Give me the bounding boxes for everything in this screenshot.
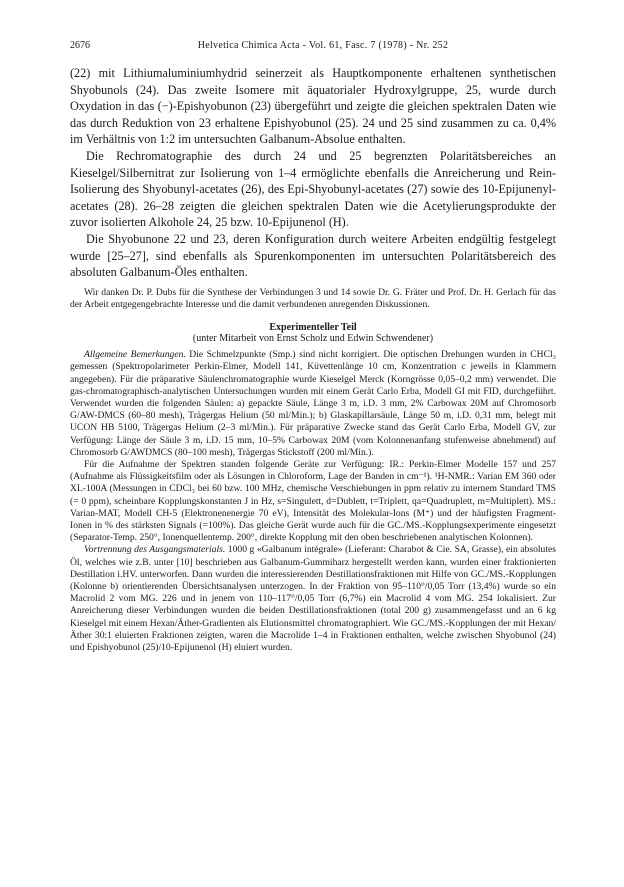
paragraph-text: 1000 g «Galbanum intégrale» (Lieferant: Charabot & Cie. SA, Grasse), ein absolutes Öl, welches wie z.B. unter [10] beschrieben aus Galbanum-Gummiharz hergestellt werden kann, wurden einer fraktionierten Destillation i.HV. unterworfen. Dann wurden die interessierenden Destillationsfraktionen mit Hilfe von GC./MS.-Kopplungen (Kolonne b) orientierenden Übersichtsanalysen unterzogen. In der Fraktion von 95–110°/0,05 Torr (13,4%) wurde so ein Macrolid 2 vom MG. 226 und in jenem von 110–117°/0,05 Torr (6,7%) ein Macrolid 4 vom MG. 254 lokalisiert. Zur Anreicherung dieser Verbindungen wurden die beiden Destillationsfraktionen (total 200 g) zusammengefasst und an 6 kg Kieselgel mit einem Hexan/Äther-Gradienten als Elutionsmittel chromatographiert. Wie GC./MS.-Kopplungen der mit Hexan/Äther 30:1 eluierten Fraktionen zeigten, waren die Macrolide 1–4 in Fraktionen enthalten, welche zwischen Shyobunol (24) und Epishyobunol (25)/10-Epijunenol (H) eluiert wurden. xyxy=(70,544,556,653)
main-text xyxy=(70,65,556,281)
body-paragraph: Die Rechromatographie des durch 24 und 25 begrenzten Polaritätsbereiches an Kieselgel/Silbernitrat zur Isolierung von 1–4 ermöglichte ebenfalls die Anreicherung und Rein-Isolierung des Shyobunyl-acetates (26), des Epi-Shyobunyl-acetates (27) sowie des 10-Epijunenyl-acetates (28). 26–28 zeigten die gleichen spektralen Daten wie die Acetylierungsprodukte der zuvor isolierten Alkohole 24, 25 bzw. 10-Epijunenol (H). xyxy=(70,148,556,230)
journal-page xyxy=(70,40,556,654)
acknowledgement-block xyxy=(70,287,556,311)
page-number: 2676 xyxy=(70,40,90,51)
acknowledgement: Wir danken Dr. P. Dubs für die Synthese der Verbindungen 3 und 14 sowie Dr. G. Fräter und Prof. Dr. H. Gerlach für das der Arbeit entgegengebrachte Interesse und die damit verbundenen anregenden Diskussionen. xyxy=(70,286,556,310)
separation-paragraph xyxy=(70,544,556,654)
experimental-text xyxy=(70,349,556,654)
run-in-heading: Allgemeine Bemerkungen. xyxy=(84,349,186,361)
page-header xyxy=(70,40,556,51)
body-paragraph: (22) mit Lithiumaluminiumhydrid seinerzeit als Hauptkomponente erhaltenen synthetischen Shyobunols (24). Das zweite Isomere mit äquatorialer Hydroxylgruppe, 25, wurde durch Oxydation in das (−)-Epishyobunon (23) übergeführt und zeigte die gleichen spektralen Daten wie das durch Reduktion von 23 erhaltene Epishyobunol (25). 24 und 25 sind zusammen zu ca. 0,4% im Verhältnis von 1:2 im untersuchten Galbanum-Absolue enthalten. xyxy=(70,66,556,147)
general-remarks-paragraph xyxy=(70,349,556,459)
running-title: Helvetica Chimica Acta - Vol. 61, Fasc. 7 (1978) - Nr. 252 xyxy=(197,40,449,51)
section-title: Experimenteller Teil xyxy=(269,322,357,334)
paragraph-text: Die Schmelzpunkte (Smp.) sind nicht korrigiert. Die optischen Drehungen wurden in CHCl₃ gemessen (Spektropolarimeter Perkin-Elmer, Modell 141, Küvettenlänge 10 cm, Konzentration c jeweils in Klammern angegeben). Für die präparative Säulenchromatographie wurde Kieselgel Merck (Korngrösse 0,05–0,2 mm) verwendet. Die gas-chromatographisch-analytischen Untersuchungen wurden mit einem Gerät Carlo Erba, Modell GI mit FID, durchgeführt. Verwendet wurden die folgenden Säulen: a) gepackte Säule, Länge 3 m, i.D. 3 mm, 2% Carbowax 20M auf Chromosorb G/AW-DMCS (60–80 mesh), Trägergas Helium (50 ml/Min.); b) Glaskapillarsäule, Länge 50 m, i.D. 0,31 mm, belegt mit UCON HB 5100, Trägergas Helium (2–3 ml/Min.). Für präparative Zwecke stand das Gerät Carlo Erba, Modell GV, zur Verfügung: Länge der Säule 3 m, i.D. 15 mm, 10–5% Carbowax 20M (vom Kolonnenanfang stufenweise abnehmend) auf Chromosorb G/AWDMCS (80–100 mesh), Trägergas Stickstoff (200 ml/Min.). xyxy=(70,349,556,458)
spectra-paragraph: Für die Aufnahme der Spektren standen folgende Geräte zur Verfügung: IR.: Perkin-Elmer Modelle 157 und 257 (Aufnahme als Flüssigkeitsfilm oder als Lösungen in Chloroform, Lage der Banden in cm⁻¹). ¹H-NMR.: Varian EM 360 oder XL-100A (Messungen in CDCl₃ bei 60 bzw. 100 MHz, chemische Verschiebungen in ppm relativ zu internem Standard TMS (= 0 ppm), scheinbare Kopplungskonstanten J in Hz, s=Singulett, d=Dublett, t=Triplett, qa=Quadruplett, m=Multiplett). MS.: Varian-MAT, Modell CH-5 (Elektronenenergie 70 eV), Intensität des Molekular-Ions (M⁺) und der häufigsten Fragment-Ionen in % des stärksten Signals (=100%). Das gleiche Gerät wurde auch für die GC./MS.-Kopplungsexperimente eingesetzt (Separator-Temp. 250°, Ionenquellentemp. 200°, direkte Kopplung mit den oben beschriebenen analytischen Kolonnen). xyxy=(70,458,556,544)
section-subtitle: (unter Mitarbeit von Ernst Scholz und Edwin Schwendener) xyxy=(192,333,434,345)
body-paragraph: Die Shyobunone 22 und 23, deren Konfiguration durch weitere Arbeiten endgültig festgelegt wurde [25–27], sind ebenfalls als Spurenkomponenten im untersuchten Polaritätsbereich des absoluten Galbanum-Öles enthalten. xyxy=(70,231,556,280)
run-in-heading: Vortrennung des Ausgangsmaterials. xyxy=(84,544,226,556)
